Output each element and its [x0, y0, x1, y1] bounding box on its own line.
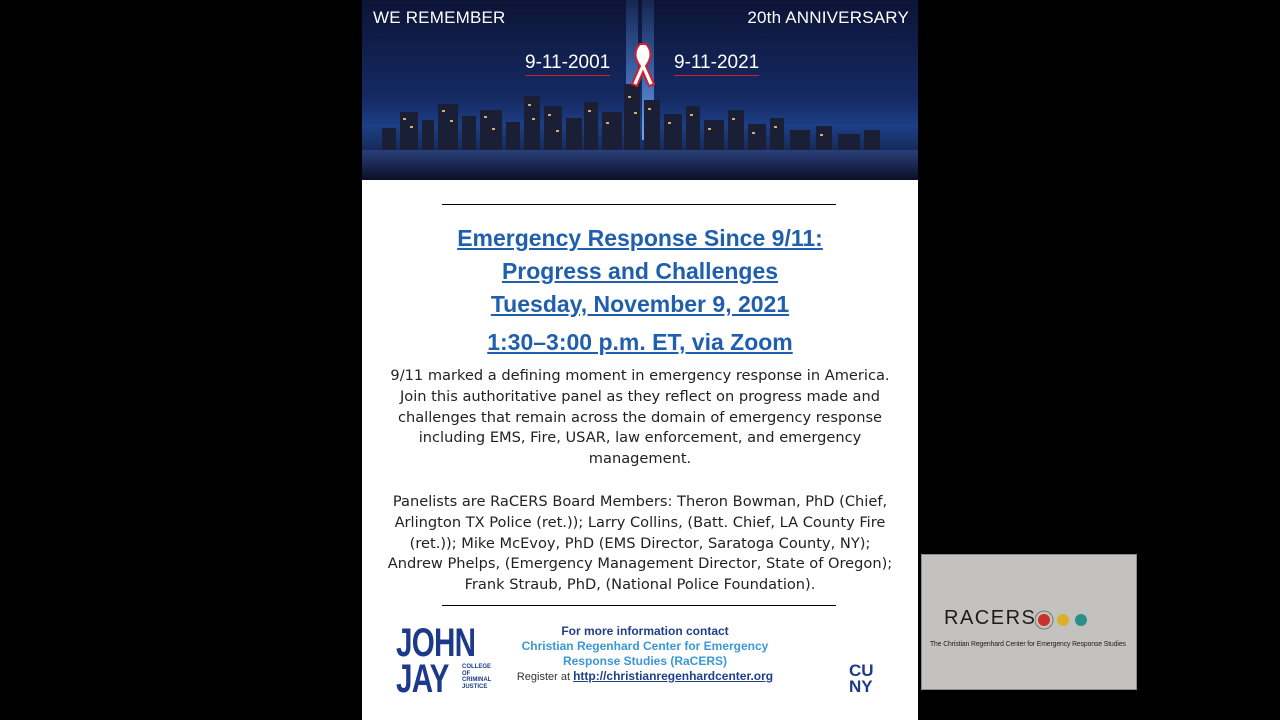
contact-org-line-1: Christian Regenhard Center for Emergency — [521, 639, 769, 653]
divider-bottom — [442, 605, 836, 606]
register-link[interactable]: http://christianregenhardcenter.org — [573, 669, 774, 683]
racers-tagline: The Christian Regenhard Center for Emergency Response Studies — [930, 639, 1126, 648]
register-line — [512, 669, 778, 685]
jj-criminal-word: CRIMINAL — [462, 677, 492, 683]
divider-top — [442, 204, 836, 205]
register-prefix: Register at — [516, 671, 574, 683]
john-jay-logo-line-1: JOHN — [396, 621, 476, 665]
cuny-logo-line-1: CU — [849, 661, 874, 680]
john-jay-logo — [396, 621, 506, 702]
contact-org-line-2: Response Studies (RaCERS) — [562, 654, 728, 668]
event-date: Tuesday, November 9, 2021 — [490, 291, 790, 317]
john-jay-logo-line-2: JAY — [396, 657, 449, 701]
cuny-logo — [849, 663, 887, 699]
racers-logo-panel — [921, 554, 1137, 690]
contact-organization — [512, 639, 778, 669]
john-jay-college-text — [462, 664, 506, 690]
event-description: 9/11 marked a defining moment in emergency response in America. Join this authoritative panel as they reflect on progress made and challenges that remain across the domain of emergency response including EMS, Fire, USAR, law enforcement, and emergency management. — [390, 367, 890, 468]
cuny-logo-line-2: NY — [849, 677, 873, 696]
event-flyer — [362, 0, 918, 720]
panelists-text: Panelists are RaCERS Board Members: Theron Bowman, PhD (Chief, Arlington TX Police (ret.)); Larry Collins, (Batt. Chief, LA County Fire (ret.)); Mike McEvoy, PhD (EMS Director, Saratoga County, NY); Andrew Phelps, (Emergency Management Director, State of Oregon); Frank Straub, PhD, (National Police Foundation). — [387, 493, 893, 594]
banner-right-text: 20th ANNIVERSARY — [747, 8, 909, 27]
racers-dots-icon — [1035, 607, 1097, 633]
event-time: 1:30–3:00 p.m. ET, via Zoom — [487, 329, 793, 355]
memorial-banner — [362, 0, 918, 180]
contact-info — [512, 624, 778, 685]
contact-heading: For more information contact — [561, 624, 729, 638]
event-title-line-2: Progress and Challenges — [501, 258, 779, 284]
event-title-line-1: Emergency Response Since 9/11: — [457, 225, 823, 251]
jj-justice-word: JUSTICE — [462, 683, 488, 690]
date-2021: 9-11-2021 — [674, 52, 759, 76]
racers-logo-text: RACERS — [944, 607, 1037, 629]
banner-left-text: WE REMEMBER — [373, 8, 506, 27]
jj-college-word: COLLEGE — [462, 664, 492, 670]
date-2001: 9-11-2001 — [525, 52, 610, 76]
jj-of-word: OF — [462, 670, 471, 677]
